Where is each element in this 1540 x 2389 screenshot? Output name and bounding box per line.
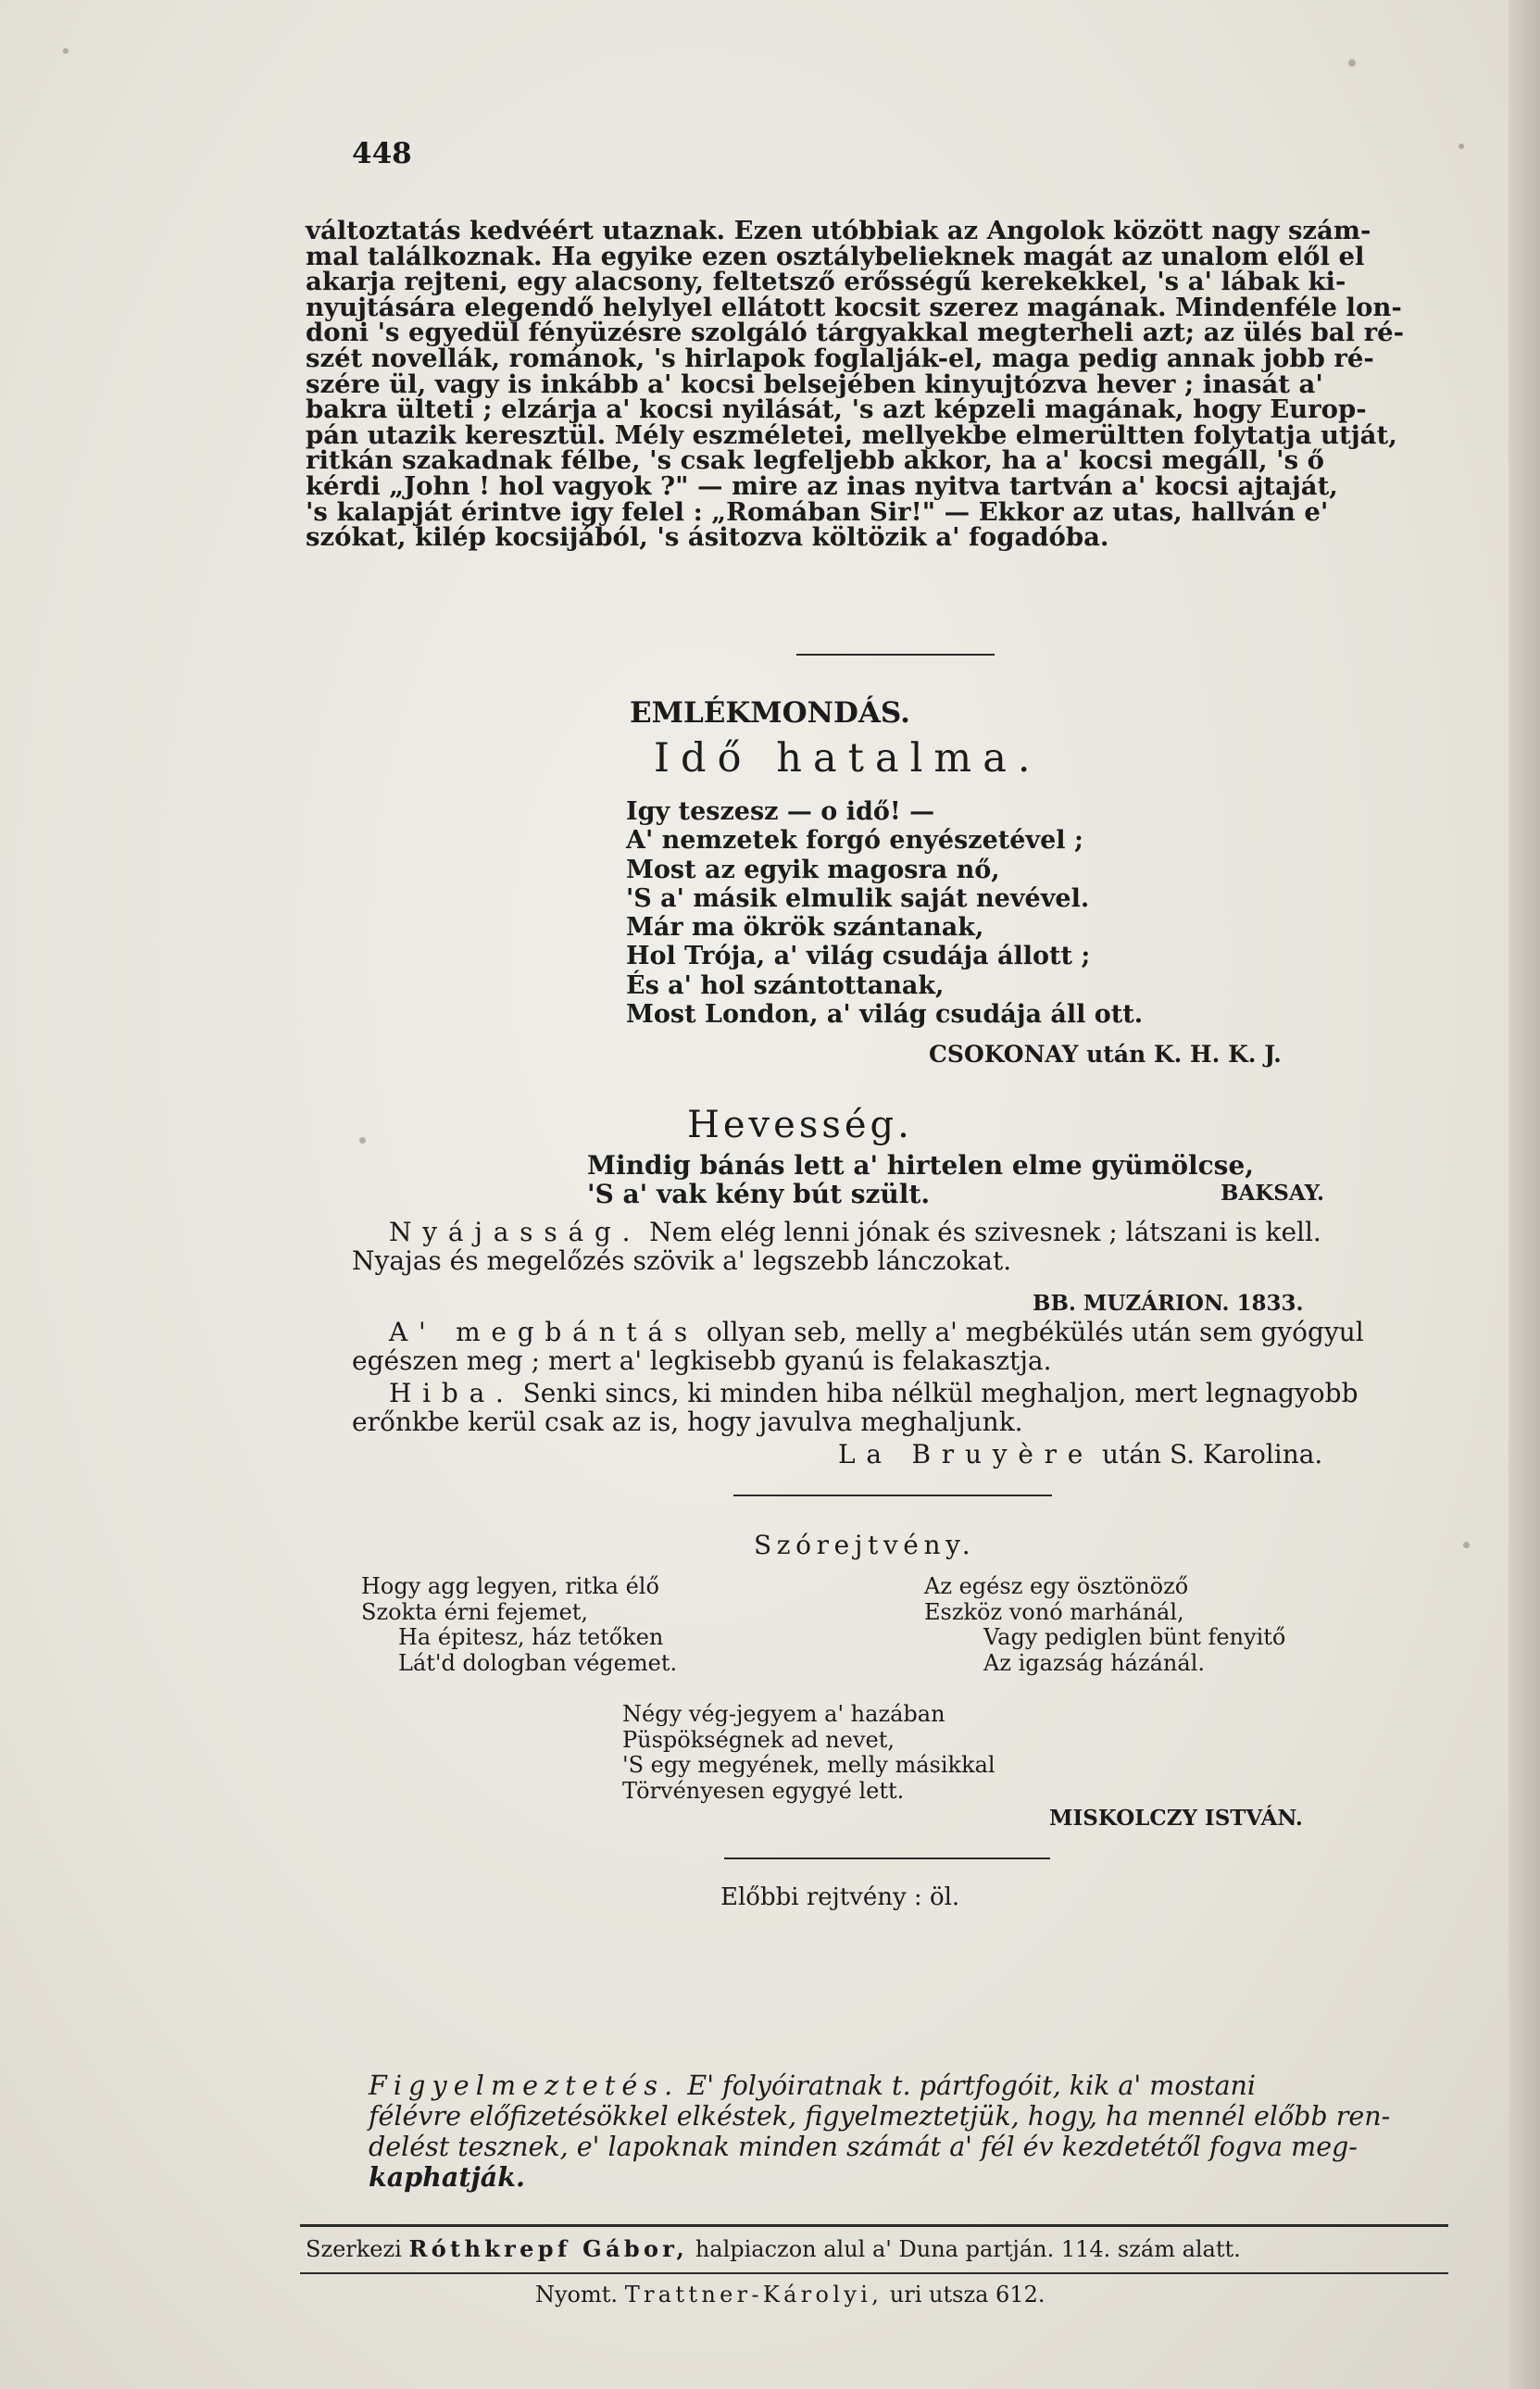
prose-line: szére ül, vagy is inkább a' kocsi belsejében kinyujtózva hever ; inasát a' bbox=[306, 369, 1323, 399]
riddle-right-stanza bbox=[924, 1574, 1285, 1676]
notice-line-4: kaphatják. bbox=[369, 2161, 525, 2193]
poem-line: 'S a' másik elmulik saját nevével. bbox=[626, 883, 1090, 913]
riddle-left-stanza bbox=[361, 1574, 677, 1676]
prose-line: doni 's egyedül fényüzésre szolgáló tárgyakkal megterheli azt; az ülés bal ré- bbox=[306, 318, 1405, 348]
megbantas-text: ollyan seb, melly a' megbékülés után sem gyógyul bbox=[706, 1317, 1364, 1347]
printer-imprint bbox=[535, 2282, 1045, 2308]
prose-line: változtatás kedvéért utaznak. Ezen utóbbiak az Angolok között nagy szám- bbox=[306, 216, 1371, 245]
hiba-attribution bbox=[838, 1441, 1322, 1470]
megbantas-line2: egészen meg ; mert a' legkisebb gyanú is felakasztja. bbox=[352, 1345, 1052, 1376]
riddle-center-line: Törvényesen egygyé lett. bbox=[622, 1777, 905, 1804]
riddle-right-line: Az igazság házánál. bbox=[983, 1649, 1206, 1676]
ink-speck bbox=[359, 1137, 366, 1144]
prose-line: nyujtására elegendő helylyel ellátott kocsit szerez magának. Mindenféle lon- bbox=[306, 292, 1402, 322]
riddle-right-line: Vagy pediglen bünt fenyitő bbox=[983, 1624, 1286, 1650]
prose-line: 's kalapját érintve igy felel : „Romában Sir!" — Ekkor az utas, hallván e' bbox=[306, 496, 1329, 527]
poem-line: Hol Trója, a' világ csudája állott ; bbox=[626, 942, 1091, 971]
poem-line: És a' hol szántottanak, bbox=[626, 970, 945, 1000]
hevesseg-verse bbox=[587, 1151, 1254, 1209]
notice-line-2: félévre előfizetésökkel elkéstek, figyelmeztetjük, hogy, ha mennél előbb ren- bbox=[369, 2101, 1391, 2132]
poem-title: Idő hatalma. bbox=[654, 735, 1042, 782]
ink-speck bbox=[1459, 144, 1464, 149]
prose-line: akarja rejteni, egy alacsony, feltetsző erősségű kerekekkel, 's a' lábak ki- bbox=[306, 267, 1346, 297]
nyajassag-attribution: BB. MUZÁRION. 1833. bbox=[1033, 1291, 1304, 1316]
imprint-rule bbox=[300, 2224, 1448, 2227]
page-gutter bbox=[1509, 0, 1540, 2389]
page-number: 448 bbox=[352, 137, 412, 170]
hevesseg-line: Mindig bánás lett a' hirtelen elme gyümölcse, bbox=[587, 1150, 1255, 1181]
prose-line: ritkán szakadnak félbe, 's csak legfeljebb akkor, ha a' kocsi megáll, 's ő bbox=[306, 445, 1324, 476]
nyajassag-term: Nyájasság. bbox=[389, 1217, 642, 1247]
poem-line: Most London, a' világ csudája áll ott. bbox=[626, 1000, 1144, 1030]
riddle-center-line: Négy vég-jegyem a' hazában bbox=[622, 1701, 945, 1727]
editor-name: Róthkrepf Gábor, bbox=[408, 2235, 689, 2262]
hiba-entry bbox=[352, 1380, 1358, 1436]
nyajassag-line2: Nyajas és megelőzés szövik a' legszebb lánczokat. bbox=[352, 1245, 1012, 1276]
printer-name: Trattner-Károlyi, bbox=[624, 2282, 883, 2308]
printer-address: uri utsza 612. bbox=[889, 2282, 1045, 2308]
prose-line: kérdi „John ! hol vagyok ?" — mire az inas nyitva tartván a' kocsi ajtaját, bbox=[306, 470, 1338, 501]
notice-line-3: delést tesznek, e' lapoknak minden számát a' fél év kezdetétől fogva meg- bbox=[369, 2132, 1358, 2162]
megbantas-term: A' megbántás bbox=[389, 1317, 698, 1347]
riddle-title: Szórejtvény. bbox=[754, 1530, 976, 1560]
nyajassag-text: Nem elég lenni jónak és szivesnek ; látszani is kell. bbox=[649, 1217, 1321, 1247]
section-divider bbox=[733, 1495, 1052, 1496]
riddle-center-stanza bbox=[622, 1702, 995, 1804]
editor-label: Szerkezi bbox=[306, 2236, 402, 2262]
section-divider bbox=[724, 1857, 1050, 1859]
prose-line: mal találkoznak. Ha egyike ezen osztálybelieknek magát az unalom elől el bbox=[306, 241, 1365, 271]
previous-riddle: Előbbi rejtvény : öl. bbox=[720, 1883, 960, 1911]
printer-label: Nyomt. bbox=[535, 2282, 619, 2308]
notice-title: Figyelmeztetés. bbox=[369, 2070, 680, 2101]
notice-line-1: E' folyóiratnak t. pártfogóit, kik a' mostani bbox=[687, 2070, 1257, 2101]
poem-line: Igy teszesz — o idő! — bbox=[626, 797, 935, 826]
poem-line: Már ma ökrök szántanak, bbox=[626, 913, 984, 943]
hiba-line2: erőnkbe kerül csak az is, hogy javulva meghaljunk. bbox=[352, 1406, 1023, 1437]
poem-verse bbox=[626, 797, 1143, 1029]
riddle-author: MISKOLCZY ISTVÁN. bbox=[1049, 1806, 1303, 1831]
prose-line: szókat, kilép kocsijából, 's ásitozva költözik a' fogadóba. bbox=[306, 522, 1109, 553]
hevesseg-title: Hevesség. bbox=[687, 1104, 913, 1146]
hevesseg-attribution: BAKSAY. bbox=[1221, 1181, 1325, 1206]
riddle-left-line: Lát'd dologban végemet. bbox=[398, 1649, 678, 1676]
hiba-term: Hiba. bbox=[389, 1378, 515, 1408]
ink-speck bbox=[63, 48, 69, 54]
ink-speck bbox=[1348, 59, 1356, 67]
hiba-attribution-rest: után S. Karolina. bbox=[1102, 1439, 1323, 1470]
editor-imprint bbox=[306, 2235, 1241, 2262]
riddle-right-line: Eszköz vonó marhánál, bbox=[924, 1598, 1184, 1625]
hevesseg-line: 'S a' vak kény bút szült. bbox=[587, 1179, 931, 1210]
prose-line: bakra ülteti ; elzárja a' kocsi nyilását, 's azt képzeli magának, hogy Europ- bbox=[306, 394, 1367, 425]
prose-line: pán utazik keresztül. Mély eszméletei, mellyekbe elmerültten folytatja utját, bbox=[306, 419, 1397, 450]
ink-speck bbox=[1463, 1542, 1470, 1548]
riddle-left-line: Hogy agg legyen, ritka élő bbox=[361, 1573, 659, 1599]
riddle-center-line: Püspökségnek ad nevet, bbox=[622, 1726, 895, 1753]
megbantas-entry bbox=[352, 1319, 1364, 1375]
section-divider bbox=[796, 654, 995, 656]
poem-attribution: CSOKONAY után K. H. K. J. bbox=[929, 1041, 1282, 1068]
riddle-right-line: Az egész egy ösztönöző bbox=[924, 1573, 1189, 1599]
hiba-attribution-author: La Bruyère bbox=[838, 1439, 1095, 1470]
imprint-rule bbox=[300, 2272, 1448, 2274]
hiba-text: Senki sincs, ki minden hiba nélkül meghaljon, mert legnagyobb bbox=[522, 1378, 1358, 1408]
editor-address: halpiaczon alul a' Duna partján. 114. szám alatt. bbox=[695, 2236, 1241, 2262]
riddle-left-line: Ha épitesz, ház tetőken bbox=[398, 1624, 664, 1650]
notice-paragraph bbox=[369, 2070, 1428, 2193]
riddle-center-line: 'S egy megyének, melly másikkal bbox=[622, 1752, 995, 1778]
section-title: EMLÉKMONDÁS. bbox=[630, 696, 910, 730]
prose-line: szét novellák, románok, 's hirlapok foglalják-el, maga pedig annak jobb ré- bbox=[306, 343, 1374, 373]
prose-paragraph bbox=[306, 216, 1450, 553]
nyajassag-entry bbox=[352, 1219, 1321, 1275]
poem-line: A' nemzetek forgó enyészetével ; bbox=[626, 826, 1083, 856]
poem-line: Most az egyik magosra nő, bbox=[626, 855, 1000, 884]
riddle-left-line: Szokta érni fejemet, bbox=[361, 1598, 589, 1625]
